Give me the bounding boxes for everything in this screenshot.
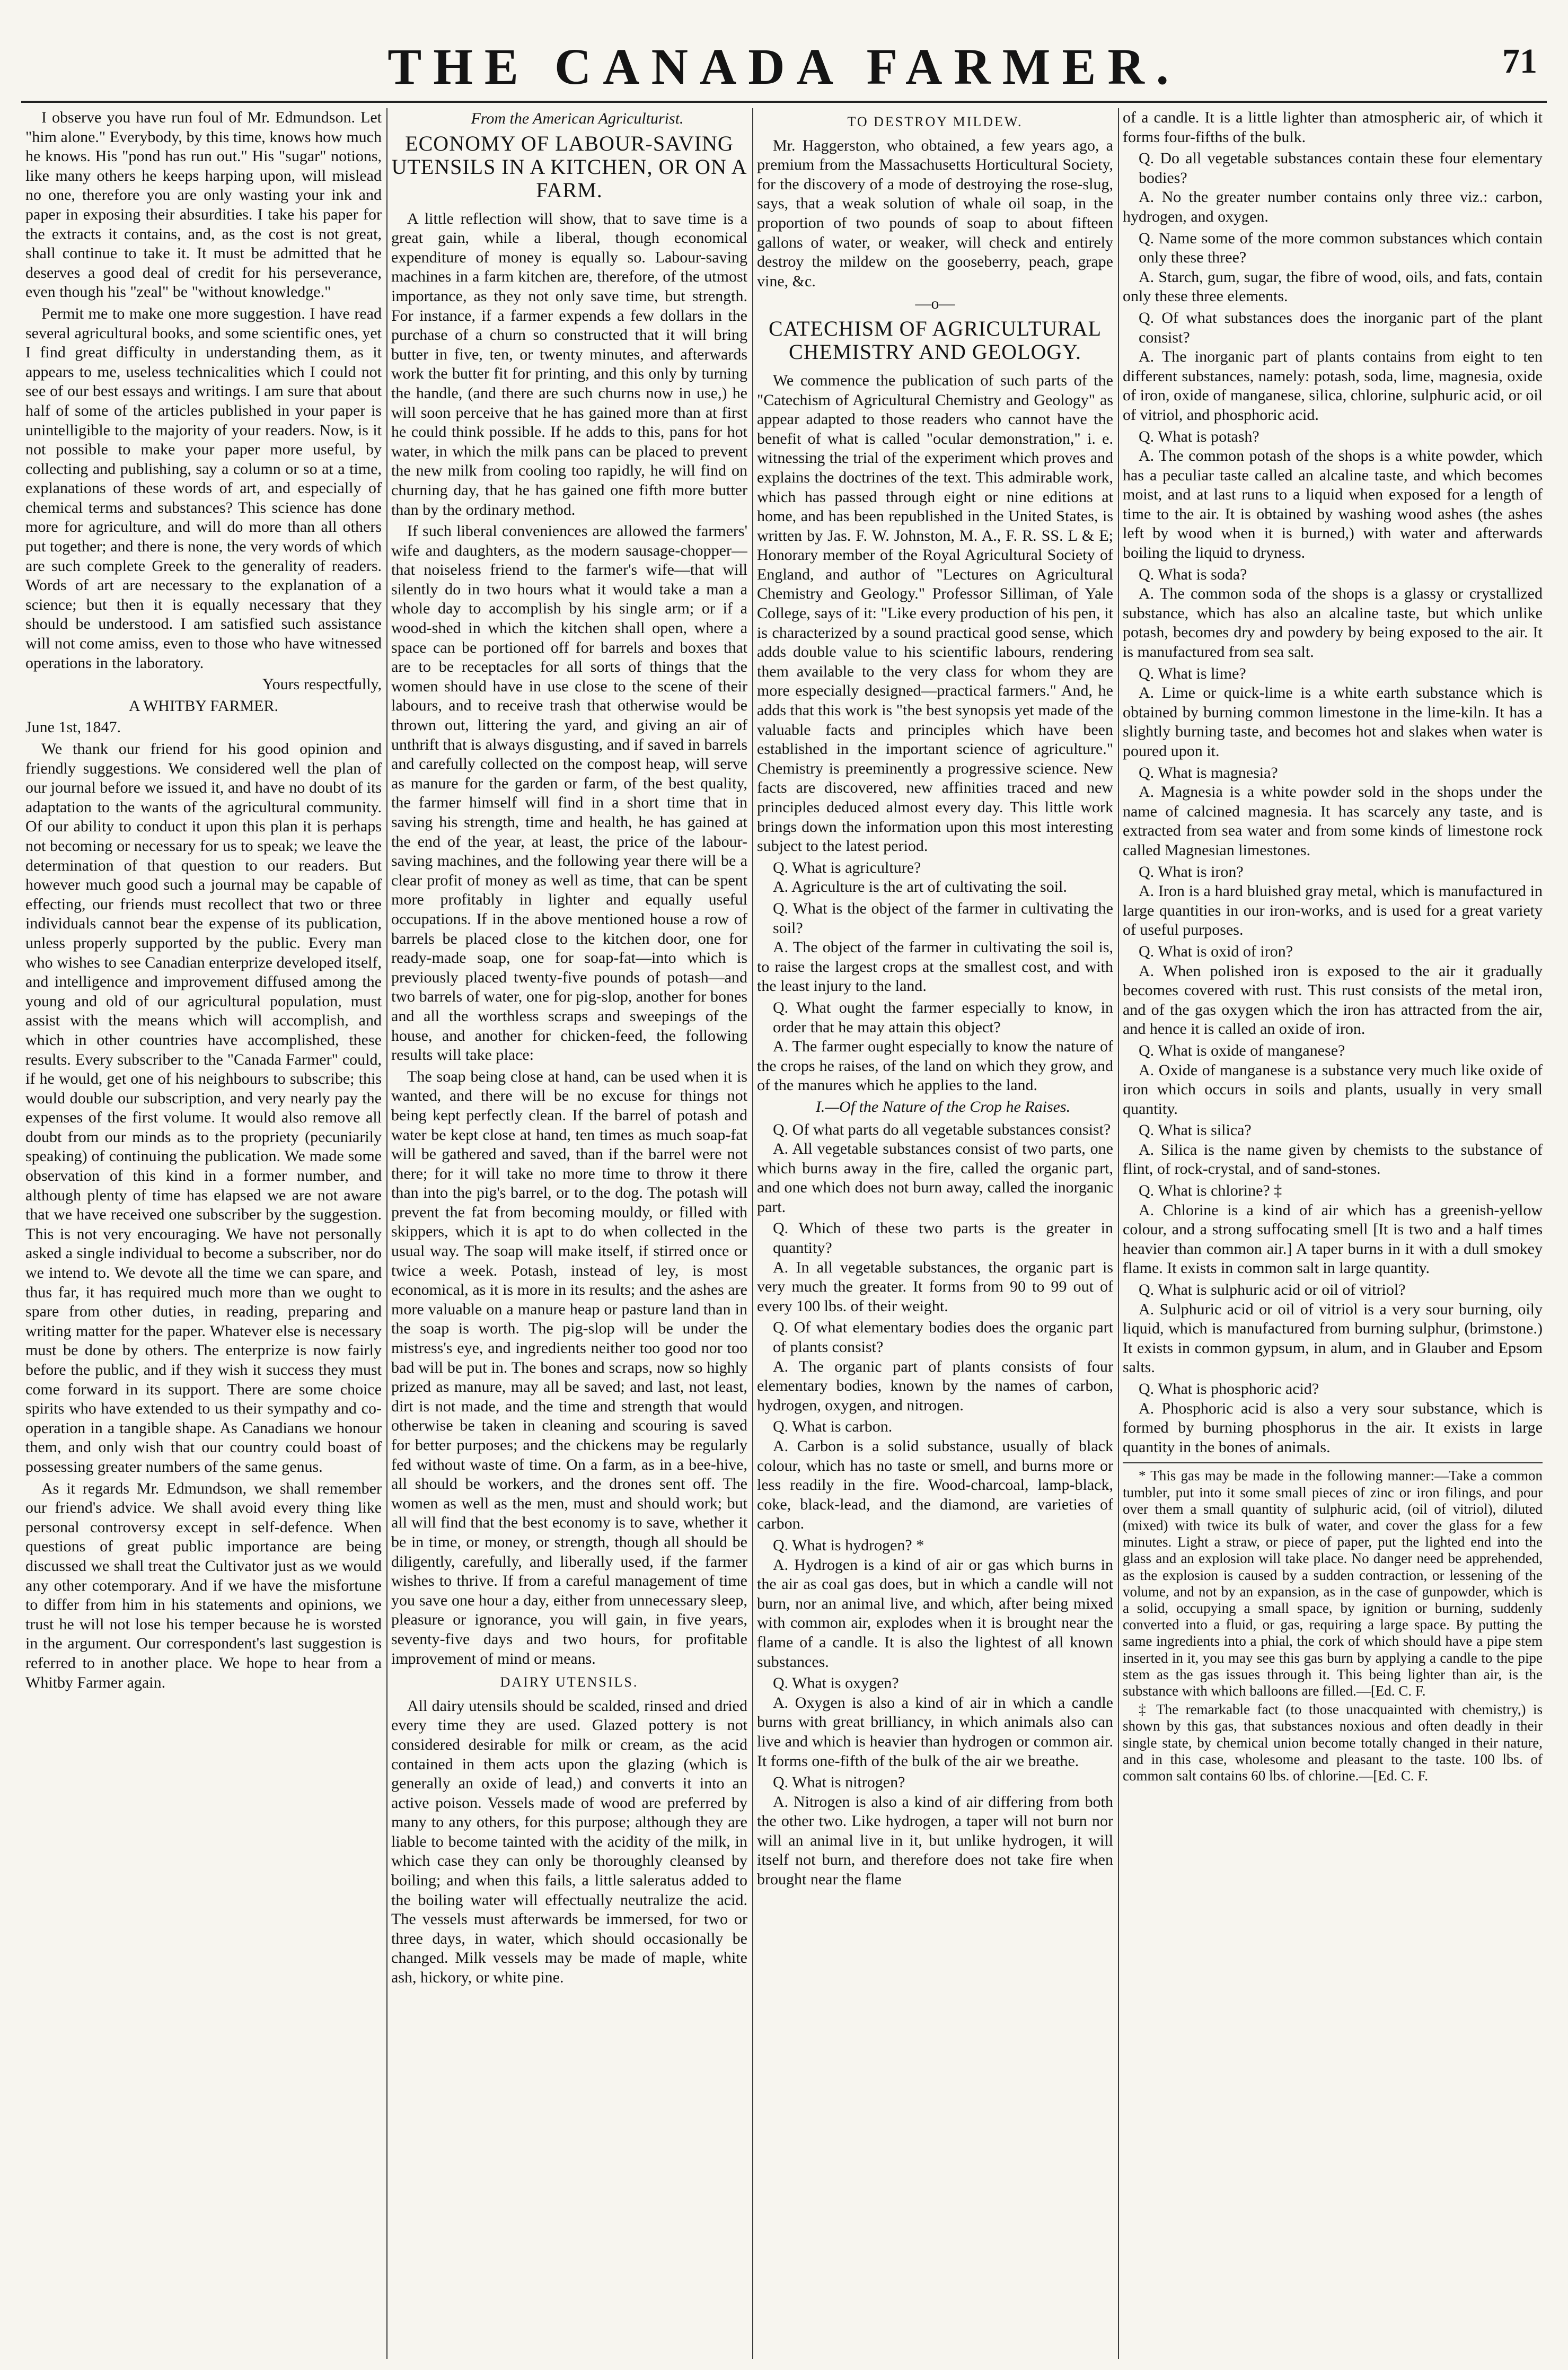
page-number: 71 bbox=[1502, 42, 1537, 81]
letter-paragraph: Permit me to make one more suggestion. I have read several agricultural books, and some scientific ones, yet I find great difficulty in understanding them, as it appears to me, useless technicalities which I could not see of our best essays and writings. I am sure that about half of some of the articles published in your paper is unintelligible to the majority of your readers. Now, is it not possible to make your paper more useful, by collecting and publishing, say a column or so at a time, explanations of these words of art, and especially of chemical terms and substances? This science has done more for agriculture, and will do more than all others put together; and there is none, the very words of which are such complete Greek to the generality of readers. Words of art are necessary to the explanation of a science; but then it is equally necessary that they should be understood. I am satisfied such assistance will not come amiss, even to those who have witnessed operations in the laboratory. bbox=[25, 304, 382, 672]
answer: A. Silica is the name given by chemists to the substance of flint, of rock-crystal, and of sand-stones. bbox=[1123, 1140, 1543, 1178]
question: Q. What is carbon. bbox=[773, 1418, 893, 1436]
question: Q. What is soda? bbox=[1139, 565, 1247, 583]
question: Q. What is phosphoric acid? bbox=[1139, 1380, 1319, 1398]
question: Q. What ought the farmer especially to know, in order that he may attain this object? bbox=[773, 998, 1113, 1036]
article-paragraph: Mr. Haggerston, who obtained, a few years ago, a premium from the Massachusetts Horticultural Society, for the discovery of a mode of destroying the rose-slug, says, that a weak solution of whale oil soap, in the proportion of two pounds of soap to about fifteen gallons of water, or weaker, will check and entirely destroy the mildew on the gooseberry, peach, grape vine, &c. bbox=[757, 136, 1113, 290]
answer: A. The inorganic part of plants contains from eight to ten different substances, namely: potash, soda, lime, magnesia, oxide of iron, oxide of manganese, silica, chlorine, sulphuric acid, or oil of vitriol, and phosphoric acid. bbox=[1123, 348, 1543, 424]
answer: A. In all vegetable substances, the organic part is very much the greater. It forms from 90 to 99 out of every 100 lbs. of their weight. bbox=[757, 1258, 1113, 1315]
question: Q. Of what parts do all vegetable substances consist? bbox=[773, 1120, 1111, 1138]
answer: A. Oxide of manganese is a substance very much like oxide of iron which occurs in soils and plants, usually in very small quantity. bbox=[1123, 1061, 1543, 1118]
answer: A. The farmer ought especially to know the nature of the crops he raises, of the land on which they grow, and of the manures which he applies to the land. bbox=[757, 1038, 1113, 1094]
section-title: I.—Of the Nature of the Crop he Raises. bbox=[815, 1098, 1071, 1116]
article-paragraph: All dairy utensils should be scalded, rinsed and dried every time they are used. Glazed pottery is not considered desirable for milk or cream, as the acid contained in them acts upon the glazing (which is generally an oxide of lead,) and converts it into an active poison. Vessels made of wood are preferred by many to any others, for this purpose; although they are liable to become tainted with the acidity of the milk, in which case they can only be thoroughly cleansed by boiling; and when this fails, a little saleratus added to the boiling water will effectually neutralize the acid. The vessels must afterwards be immersed, for two or three days, in water, which should occasionally be changed. Milk vessels may be made of maple, white ash, hickory, or white pine. bbox=[391, 1697, 747, 1987]
footnote-rule bbox=[1123, 1462, 1543, 1463]
letter-closing: Yours respectfully, bbox=[262, 675, 382, 694]
question: Q. What is iron? bbox=[1139, 863, 1244, 881]
column-1 bbox=[25, 108, 382, 2359]
answer: A. Nitrogen is also a kind of air differing from both the other two. Like hydrogen, a taper will not burn nor will an animal live in it, but unlike hydrogen, it will itself not burn, and therefore does not take fire when brought near the flame bbox=[757, 1793, 1113, 1889]
question: Q. Which of these two parts is the greater in quantity? bbox=[773, 1219, 1113, 1257]
answer: A. When polished iron is exposed to the air it gradually becomes covered with rust. This rust consists of the metal iron, and of the gas oxygen which the iron has attracted from the air, and hence it is called an oxide of iron. bbox=[1123, 962, 1543, 1038]
question: Q. What is oxygen? bbox=[773, 1674, 899, 1692]
column-2 bbox=[391, 108, 747, 2359]
answer: A. The common potash of the shops is a white powder, which has a peculiar taste called an alcaline taste, and which becomes moist, and at last runs to a liquid when exposed for a length of time to the air. It is obtained by washing wood ashes (the ashes left by wood when it is burned,) with water and afterwards boiling the liquid to dryness. bbox=[1123, 447, 1543, 562]
answer: A. The common soda of the shops is a glassy or crystallized substance, which has also an alcaline taste, but which unlike potash, becomes dry and powdery by being exposed to the air. It is manufactured from sea salt. bbox=[1123, 585, 1543, 661]
question: Q. Of what substances does the inorganic part of the plant consist? bbox=[1139, 309, 1543, 346]
column-divider bbox=[386, 108, 387, 2359]
question: Q. What is sulphuric acid or oil of vitriol? bbox=[1139, 1281, 1406, 1299]
column-divider bbox=[752, 108, 753, 2359]
column-3 bbox=[757, 108, 1113, 2359]
question: Q. What is hydrogen? * bbox=[773, 1536, 924, 1554]
question: Q. What is nitrogen? bbox=[773, 1774, 905, 1792]
article-paragraph: A little reflection will show, that to save time is a great gain, while a liberal, though economical expenditure of money is equally so. Labour-saving machines in a farm kitchen are, therefore, of the utmost importance, as they not only save time, but strength. For instance, if a farmer expends a few dollars in the purchase of a churn so constructed that it will bring butter in five, ten, or twenty minutes, and afterwards work the butter fit for printing, and this only by turning the handle, (and there are such churns now in use,) he will soon perceive that he has gained more than at first he could think possible. If he adds to this, pans for hot water, in which the milk pans can be placed to prevent the new milk from cooling too rapidly, he will find on churning day, that he has gained one fifth more butter than by the ordinary method. bbox=[391, 209, 747, 519]
article-heading: CATECHISM OF AGRICULTURAL CHEMISTRY AND GEOLOGY. bbox=[768, 316, 1102, 364]
answer: A. Chlorine is a kind of air which has a greenish-yellow colour, and a strong suffocating smell [It is two and a half times heavier than common air.] A taper burns in it with a dull smokey flame. It exists in common salt in large quantity. bbox=[1123, 1201, 1543, 1277]
answer: A. Magnesia is a white powder sold in the shops under the name of calcined magnesia. It has scarcely any taste, and is extracted from sea water and from some kinds of limestone rock called Magnesian limestones. bbox=[1123, 783, 1543, 859]
question: Q. What is chlorine? ‡ bbox=[1139, 1182, 1282, 1200]
answer: A. Agriculture is the art of cultivating the soil. bbox=[773, 878, 1067, 896]
answer: A. Iron is a hard bluished gray metal, which is manufactured in large quantities in our iron-works, and is used for a great variety of useful purposes. bbox=[1123, 882, 1543, 939]
letter-paragraph: I observe you have run foul of Mr. Edmundson. Let "him alone." Everybody, by this time, knows how much he knows. His "pond has run out." His "sugar" notions, like many others he keeps harping upon, will mislead no one, therefore you are only wasting your ink and paper in exposing their absurdities. I take his paper for the extracts it contains, and, as the cost is not great, shall continue to take it. It must be admitted that he deserves a good deal of credit for his perseverance, even though his "zeal" be "without knowledge." bbox=[25, 109, 382, 301]
letter-signature: A WHITBY FARMER. bbox=[129, 697, 278, 715]
subheading: DAIRY UTENSILS. bbox=[500, 1674, 639, 1690]
question: Q. Do all vegetable substances contain these four elementary bodies? bbox=[1139, 150, 1543, 187]
letter-date: June 1st, 1847. bbox=[25, 718, 121, 736]
subheading: TO DESTROY MILDEW. bbox=[847, 114, 1023, 129]
answer: A. Carbon is a solid substance, usually of black colour, which has no taste or smell, and burns more or less readily in the fire. Wood-charcoal, lamp-black, coke, black-lead, and the diamond, are varieties of carbon. bbox=[757, 1437, 1113, 1533]
article-paragraph: We commence the publication of such parts of the "Catechism of Agricultural Chemistry and Geology" as appear adapted to those readers who cannot have the benefit of what is called "ocular demonstration," i. e. witnessing the trial of the experiment which proves and explains the doctrines of the text. This admirable work, which has passed through eight or nine editions at home, and has been republished in the United States, is written by Jas. F. W. Johnston, M. A., F. R. SS. L & E; Honorary member of the Royal Agricultural Society of England, and author of "Lectures on Agricultural Chemistry and Geology." Professor Silliman, of Yale College, says of it: "Like every production of his pen, it is characterized by a sound practical good sense, which adds double value to his scientific labours, rendering them available to the very class for whom they are more especially designed—practical farmers." And, he adds that this work is "the best synopsis yet made of the valuable facts and principles which have been established in the important science of agriculture." Chemistry is preeminently a progressive science. New facts are discovered, new affinities traced and new principles deduced almost every day. This little work brings down the information upon this most interesting subject to the latest period. bbox=[757, 371, 1113, 855]
question: Q. Of what elementary bodies does the organic part of plants consist? bbox=[773, 1319, 1113, 1356]
footnote: ‡ The remarkable fact (to those unacquainted with chemistry,) is shown by this gas, that substances noxious and often deadly in their single state, by chemical union become totally changed in their nature, and in this case, wholesome and pleasant to the taste. 100 lbs. of common salt contains 60 lbs. of chlorine.—[Ed. C. F. bbox=[1123, 1701, 1543, 1784]
article-paragraph: If such liberal conveniences are allowed the farmers' wife and daughters, as the modern sausage-chopper—that noiseless friend to the farmer's wife—that will silently do in two hours what it would take a man a whole day to accomplish by his single arm; or if a wood-shed in which the kitchen shall open, where a space can be portioned off for barrels and boxes that are to be receptacles for all sorts of things that the women should have in use close to the scene of their labours, and to receive trash that otherwise would be thrown out, littering the yard, and giving an air of unthrift that is always disgusting, and if saved in barrels and carefully collected on the compost heap, will serve as manure for the garden or farm, of the best quality, the farmer himself will find in a short time that in saving his strength, time and health, he has gained at the end of the year, at least, the price of the labour-saving machines, and the following year there will be a clear profit of money as well as time, that can be spent more profitably in lighter and equally useful occupations. If in the above mentioned house a row of barrels be placed close to the kitchen door, one for ready-made soap, one for soap-fat—into which is previously placed twenty-five pounds of potash—and two barrels of water, one for pig-slop, another for bones and all the worthless scraps and sweepings of the house, and another for chicken-feed, the following results will take place: bbox=[391, 522, 747, 1064]
answer-continued: of a candle. It is a little lighter than atmospheric air, of which it forms four-fifths of the bulk. bbox=[1123, 109, 1543, 146]
column-divider bbox=[1118, 108, 1119, 2359]
masthead-title: THE CANADA FARMER. bbox=[387, 38, 1181, 95]
question: Q. What is oxide of manganese? bbox=[1139, 1041, 1345, 1059]
question: Q. What is lime? bbox=[1139, 664, 1246, 682]
masthead-rule bbox=[21, 101, 1547, 103]
answer: A. The organic part of plants consists of four elementary bodies, known by the names of carbon, hydrogen, oxygen, and nitrogen. bbox=[757, 1357, 1113, 1414]
answer: A. Sulphuric acid or oil of vitriol is a very sour burning, oily liquid, which is manufactured from burning sulphur, (brimstone.) It exists in common gypsum, in alum, and in Glauber and Epsom salts. bbox=[1123, 1300, 1543, 1376]
answer: A. No the greater number contains only three viz.: carbon, hydrogen, and oxygen. bbox=[1123, 188, 1543, 225]
answer: A. Oxygen is also a kind of air in which a candle burns with great brilliancy, in which animals also can live and which is heavier than hydrogen or common air. It forms one-fifth of the bulk of the air we breathe. bbox=[757, 1693, 1113, 1770]
editor-reply-paragraph: As it regards Mr. Edmundson, we shall remember our friend's advice. We shall avoid every thing like personal controversy except in self-defence. When questions of great public importance are being discussed we shall treat the Cultivator just as we would any other cotemporary. And if we have the misfortune to differ from him in his statements and opinions, we trust he will not lose his temper because he is worsted in the argument. Our correspondent's last suggestion is referred to in another place. We hope to hear from a Whitby Farmer again. bbox=[25, 1479, 382, 1691]
question: Q. What is magnesia? bbox=[1139, 763, 1278, 782]
question: Q. What is oxid of iron? bbox=[1139, 942, 1293, 960]
answer: A. Starch, gum, sugar, the fibre of wood, oils, and fats, contain only these three elements. bbox=[1123, 268, 1543, 305]
article-source: From the American Agriculturist. bbox=[471, 110, 684, 127]
question: Q. What is the object of the farmer in cultivating the soil? bbox=[773, 899, 1113, 937]
question: Q. What is agriculture? bbox=[773, 858, 921, 876]
footnote: * This gas may be made in the following manner:—Take a common tumbler, put into it some small pieces of zinc or iron filings, and pour over them a small quantity of sulphuric acid, (oil of vitriol), diluted (mixed) with twice its bulk of water, and cover the glass for a few minutes. Light a straw, or piece of paper, put the lighted end into the glass and an explosion will take place. No danger need be apprehended, as the explosion is caused by a sudden contraction, or lessening of the volume, and not by an expansion, as in the case of gunpowder, which is a solid, occupying a small space, by ignition or burning, suddenly converted into a fluid, or gas, requiring a large space. By putting the same ingredients into a phial, the cork of which should have a pipe stem inserted in it, you may see this gas burn by applying a candle to the pipe stem as the gas issues through it. This being lighter than air, is the substance with which balloons are filled.—[Ed. C. F. bbox=[1123, 1468, 1543, 1699]
question: Q. What is potash? bbox=[1139, 427, 1259, 445]
question: Q. Name some of the more common substances which contain only these three? bbox=[1139, 229, 1543, 267]
answer: A. All vegetable substances consist of two parts, one which burns away in the fire, called the organic part, and one which does not burn away, called the inorganic part. bbox=[757, 1140, 1113, 1216]
answer: A. Phosphoric acid is also a very sour substance, which is formed by burning phosphorus in the air. It exists in large quantity in the bones of animals. bbox=[1123, 1399, 1543, 1456]
editor-reply-paragraph: We thank our friend for his good opinion and friendly suggestions. We considered well the plan of our journal before we issued it, and have no doubt of its adaptation to the wants of the agricultural community. Of our ability to conduct it upon this plan it is perhaps not becoming or necessary for us to speak; we leave the determination of that question to our readers. But however much good such a journal may be capable of effecting, our friends must recollect that two or three individuals cannot bear the expense of its publication, unless properly supported by the public. Every man who wishes to see Canadian enterprize developed itself, and intelligence and improvement diffused among the young and old of our agricultural population, must assist with the means which will accomplish, and which in other countries have accomplished, these results. Every subscriber to the "Canada Farmer" could, if he would, get one of his neighbours to subscribe; this would double our subscription, and very nearly pay the expenses of the first volume. It would also remove all doubt from our minds as to the propriety (pecuniarily speaking) of continuing the publication. We made some observation of this kind in a former number, and although plenty of time has elapsed we are not aware that we have received one subscriber by the suggestion. This is not very encouraging. We have not personally asked a single individual to become a subscriber, nor do we intend to. We devote all the time we can spare, and thus far, it has required much more than we ought to spare from other duties, in reading, preparing and writing matter for the paper. Whatever else is necessary must be done by others. The enterprize is now fairly before the public, and if they wish it success they must come forward in its support. There are some choice spirits who have extended to us their sympathy and co-operation in a tangible shape. As Canadians we honour them, and only wish that our country could boast of possessing greater numbers of the same genus. bbox=[25, 740, 382, 1476]
answer: A. Hydrogen is a kind of air or gas which burns in the air as coal gas does, but in which a candle will not burn, nor an animal live, and which, after being mixed with common air, explodes when it is brought near the flame of a candle. It is also the lightest of all known substances. bbox=[757, 1556, 1113, 1671]
article-heading: ECONOMY OF LABOUR-SAVING UTENSILS IN A KITCHEN, OR ON A FARM. bbox=[391, 131, 747, 202]
article-paragraph: The soap being close at hand, can be used when it is wanted, and there will be no excuse for things not being kept perfectly clean. If the barrel of potash and water be kept close at hand, ten times as much soap-fat will be gathered and saved, than if the barrel were not there; for it will take no more time to throw it there than into the pig's barrel, or to the dog. The potash will prevent the fat from becoming mouldy, or filled with skippers, which it is apt to do when collected in the usual way. The soap will make itself, if stirred once or twice a week. Potash, instead of ley, is most economical, as it is more in its results; and the ashes are more valuable on a manure heap or pasture land than in the soap is worth. The pig-slop will be under the mistress's eye, and ingredients neither too good nor too bad will be put in. The bones and scraps, now so highly prized as manure, may all be saved; and last, not least, dirt is not made, and the time and strength that would otherwise be taken in cleaning and scouring is saved for better purposes; and the chickens may be regularly fed without waste of time. On a farm, as in a bee-hive, all should be workers, and the drones sent off. The women as well as the men, must and should work; but all will find that the best economy is to save, whether it be in time, or money, or strength, though all should be diligently, carefully, and liberally used, if the farmer wishes to thrive. If from a careful management of time you save one hour a day, either from unnecessary sleep, pleasure or ignorance, you will gain, in five years, seventy-five days and two hours, for profitable improvement of mind or means. bbox=[391, 1067, 747, 1667]
column-4 bbox=[1123, 108, 1543, 2359]
question: Q. What is silica? bbox=[1139, 1121, 1252, 1139]
section-divider: —o— bbox=[915, 295, 955, 313]
answer: A. The object of the farmer in cultivating the soil is, to raise the largest crops at the smallest cost, and with the least injury to the land. bbox=[757, 938, 1113, 995]
masthead bbox=[0, 37, 1568, 101]
answer: A. Lime or quick-lime is a white earth substance which is obtained by burning common limestone in the lime-kiln. It has a slightly burning taste, and becomes hot and slakes when water is poured upon it. bbox=[1123, 684, 1543, 760]
